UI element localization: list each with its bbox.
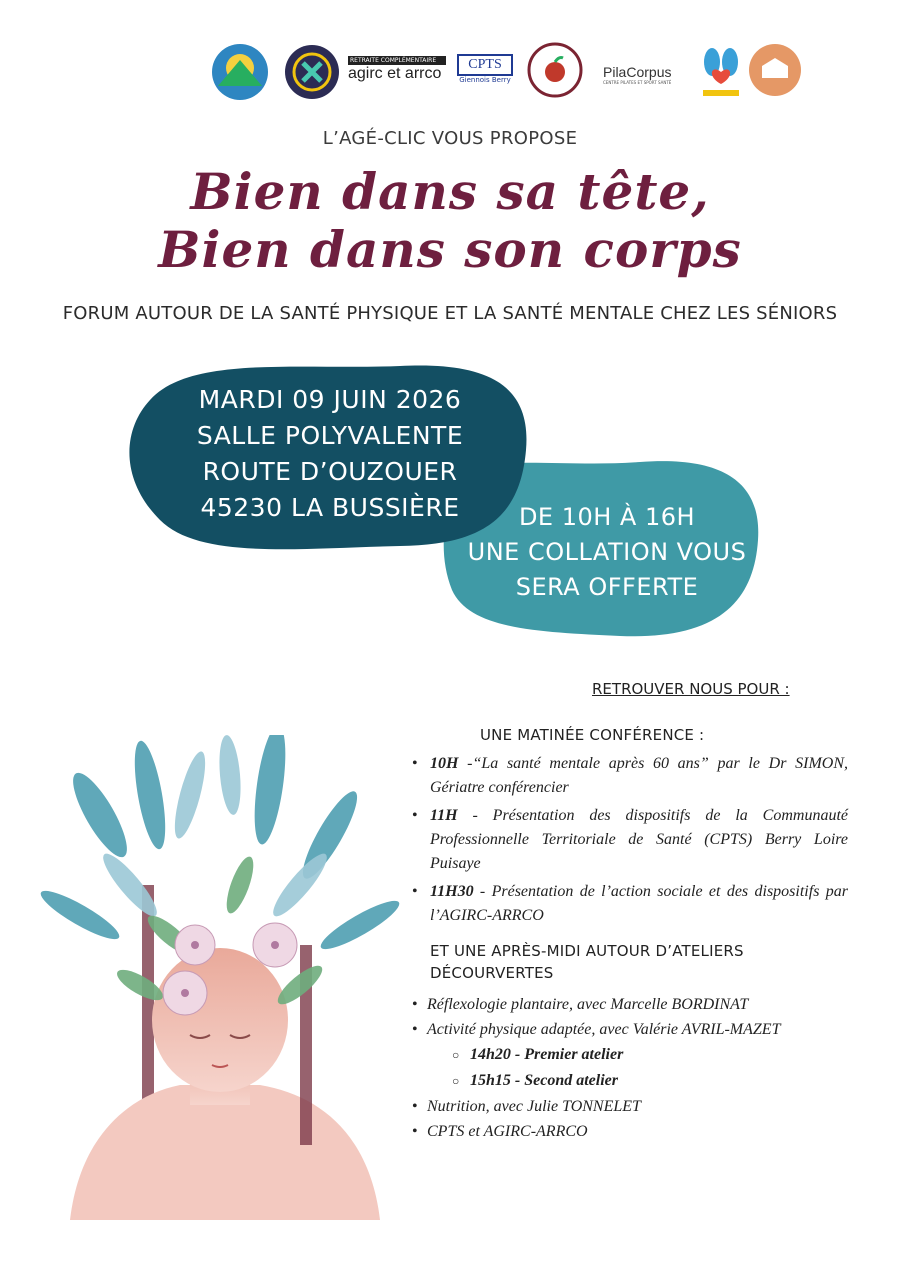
event-hours-box [462, 500, 752, 605]
forum-subtitle: FORUM AUTOUR DE LA SANTÉ PHYSIQUE ET LA SANTÉ MENTALE CHEZ LES SÉNIORS [62, 303, 838, 324]
program-intro: RETROUVER NOUS POUR : [592, 680, 790, 698]
morning-list [412, 752, 848, 932]
snack-line-2: SERA OFFERTE [515, 573, 699, 601]
morning-heading: UNE MATINÉE CONFÉRENCE : [480, 726, 705, 744]
event-street: ROUTE D’OUZOUER [202, 457, 458, 486]
list-subitem: ○ 14h20 - Premier atelier [412, 1042, 852, 1068]
kicker: L’AGÉ-CLIC VOUS PROPOSE [322, 128, 578, 149]
snack-line-1: UNE COLLATION VOUS [467, 538, 747, 566]
workshop-list [412, 992, 852, 1144]
head-with-plants-illustration [40, 735, 400, 1220]
list-item: • 11H30 - Présentation de l’action sociale et des dispositifs par l’AGIRC-ARRCO [412, 880, 848, 928]
event-hours: DE 10H À 16H [518, 503, 696, 531]
list-item: • 11H - Présentation des dispositifs de la Communauté Professionnelle Territoriale de Santé (CPTS) Berry Loire Puisaye [412, 804, 848, 876]
event-details [170, 382, 490, 526]
event-venue: SALLE POLYVALENTE [196, 421, 464, 450]
list-item: • Nutrition, avec Julie TONNELET [412, 1094, 852, 1119]
list-item: • Activité physique adaptée, avec Valérie AVRIL-MAZET [412, 1017, 852, 1042]
title-line-2: Bien dans son corps [158, 220, 742, 279]
agirc-arrco-logo: RETRAITE COMPLÉMENTAIRE agirc et arrco [348, 56, 446, 92]
list-item: • CPTS et AGIRC-ARRCO [412, 1119, 852, 1144]
afternoon-heading: ET UNE APRÈS-MIDI AUTOUR D’ATELIERS DÉCOURVERTES [430, 942, 744, 982]
event-date: MARDI 09 JUIN 2026 [198, 385, 462, 414]
event-city: 45230 LA BUSSIÈRE [200, 493, 460, 522]
list-item: • 10H -“La santé mentale après 60 ans” par le Dr SIMON, Gériatre conférencier [412, 752, 848, 800]
cpts-logo: CPTS Giennois Berry [457, 54, 513, 98]
list-item: • Réflexologie plantaire, avec Marcelle BORDINAT [412, 992, 852, 1017]
pilacorpus-logo: PilaCorpus CENTRE PILATES ET SPORT SANTÉ [603, 64, 672, 85]
list-subitem: ○ 15h15 - Second atelier [412, 1068, 852, 1094]
title-line-1: Bien dans sa tête, [190, 162, 710, 221]
